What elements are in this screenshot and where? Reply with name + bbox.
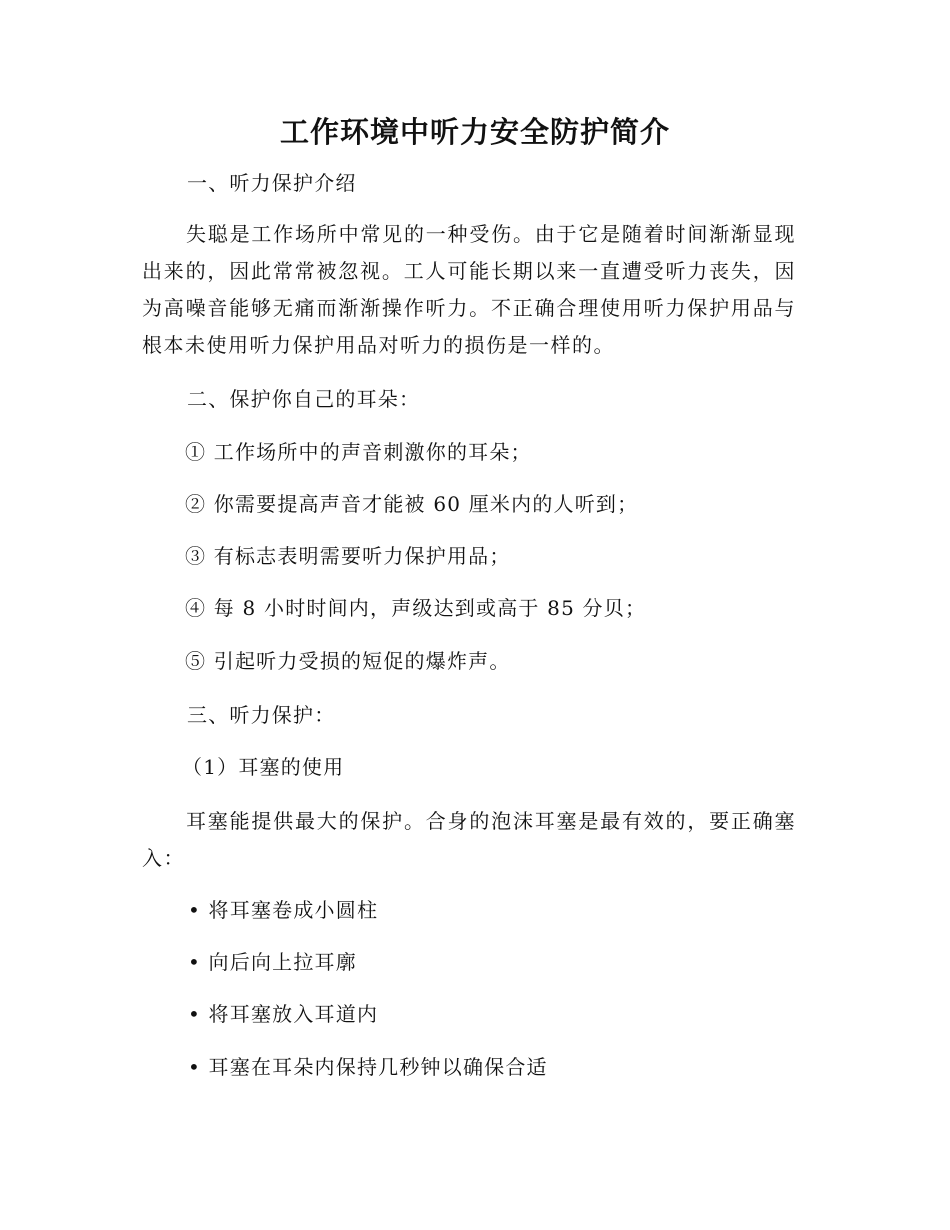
section3-subheading: （1）耳塞的使用 — [182, 755, 345, 779]
section2-heading: 二、保护你自己的耳朵： — [187, 387, 421, 411]
list-item: ② 你需要提高声音才能被 60 厘米内的人听到； — [185, 492, 639, 516]
list-item: ④ 每 8 小时时间内，声级达到或高于 85 分贝； — [185, 596, 647, 620]
bullet-item: • 耳塞在耳朵内保持几秒钟以确保合适 — [188, 1055, 548, 1079]
bullet-item: • 将耳塞放入耳道内 — [188, 1002, 379, 1026]
bullet-item: • 向后向上拉耳廓 — [188, 950, 357, 974]
section3-paragraph: 耳塞能提供最大的保护。合身的泡沫耳塞是最有效的，要正确塞入： — [142, 809, 796, 870]
bullet-item: • 将耳塞卷成小圆柱 — [188, 898, 379, 922]
list-item: ③ 有标志表明需要听力保护用品； — [185, 544, 511, 568]
section1-heading: 一、听力保护介绍 — [187, 171, 357, 195]
section3-heading: 三、听力保护： — [187, 703, 336, 727]
list-item: ⑤ 引起听力受损的短促的爆炸声。 — [185, 649, 511, 673]
document-title: 工作环境中听力安全防护简介 — [279, 115, 670, 149]
section1-paragraph: 失聪是工作场所中常见的一种受伤。由于它是随着时间渐渐显现出来的，因此常常被忽视。工人可能长期以来一直遭受听力丧失，因为高噪音能够无痛而渐渐操作听力。不正确合理使用听力保护用品与根本未使用听力保护用品对听力的损伤是一样的。 — [142, 222, 796, 357]
list-item: ① 工作场所中的声音刺激你的耳朵； — [185, 440, 532, 464]
